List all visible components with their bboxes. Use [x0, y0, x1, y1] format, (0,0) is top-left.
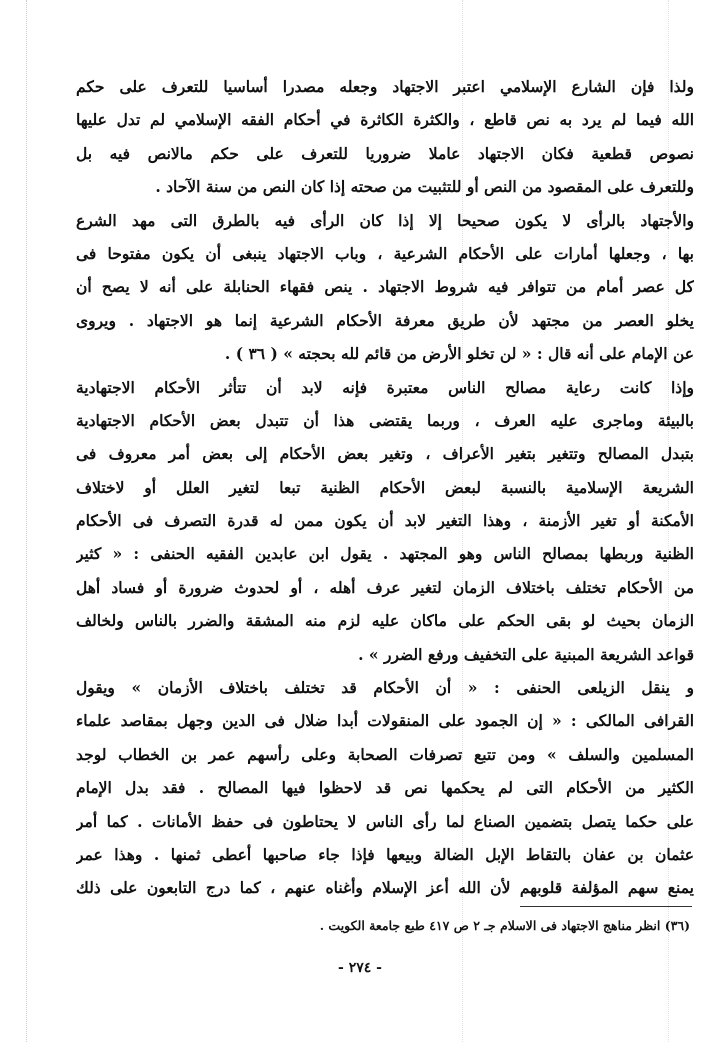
page-number: - ٢٧٤ - [338, 960, 382, 976]
text-line: يمنع سهم المؤلفة قلوبهم لأن الله أعز الإسلام وأغناه عنهم ، كما درج التابعون على ذلك [76, 878, 694, 898]
text-line: ولذا فإن الشارع الإسلامي اعتبر الاجتهاد وجعله مصدرا أساسيا للتعرف على حكم [76, 77, 694, 96]
text-line: بها ، وجعلها أمارات على الأحكام الشرعية ، وباب الاجتهاد ينبغى أن يكون مفتوحا فى [76, 243, 694, 263]
main-text-block [76, 70, 694, 905]
text-line: الأمكنة أو تغير الأزمنة ، وهذا التغير لابد أن يكون ممن له قدرة التصرف فى الأحكام [76, 511, 694, 531]
text-line: يخلو العصر من مجتهد لأن طريق معرفة الأحكام الشرعية إنما هو الاجتهاد . ويروى [76, 310, 694, 330]
text-line: و ينقل الزيلعى الحنفى : « أن الأحكام قد تختلف باختلاف الأزمان » ويقول [76, 678, 694, 698]
text-line: عثمان بن عفان بالتقاط الإبل الضالة وبيعها فإذا جاء صاحبها أعطى ثمنها . وهذا عمر [76, 844, 694, 864]
text-line: الظنية وربطها بمصالح الناس وهو المجتهد . يقول ابن عابدين الفقيه الحنفى : « كثير [76, 544, 694, 564]
text-line: عن الإمام على أنه قال : « لن تخلو الأرض من قائم لله بحجته » ( ٣٦ ) . [224, 344, 694, 364]
text-line: الكثير من الأحكام التى لم يحكمها نص قد لاحظوا فيها المصالح . فقد بدل الإمام [76, 778, 694, 798]
text-line: الزمان بحيث لو بقى الحكم على ماكان عليه لزم منه المشقة والضرر بالناس ولخالف [76, 611, 694, 631]
text-line: على حكما يتصل بتضمين الصناع لما رأى الناس لا يحتاطون فى حفظ الأمانات . كما أمر [76, 811, 694, 831]
text-line: من الأحكام تختلف باختلاف الزمان لتغير عرف أهله ، أو لحدوث ضرورة أو فساد أهل [76, 577, 694, 597]
text-line: الشريعة الإسلامية بالنسبة لبعض الأحكام الظنية تبعا لتغير العلل أو لاختلاف [76, 477, 694, 497]
text-line: الله فيما لم يرد به نص قاطع ، والكثرة الكاثرة في أحكام الفقه الإسلامي لم تدل عليها [76, 110, 694, 130]
text-line: المسلمين والسلف » ومن تتبع تصرفات الصحابة وعلى رأسهم عمر بن الخطاب لوجد [76, 744, 694, 764]
text-line: والأجتهاد بالرأى لا يكون صحيحا إلا إذا كان الرأى فيه بالطرق التى مهد الشرع [76, 210, 694, 230]
text-line: القرافى المالكى : « إن الجمود على المنقولات أبدا ضلال فى الدين وجهل بمقاصد علماء [76, 711, 694, 731]
footnote: (٣٦) انظر مناهج الاجتهاد فى الاسلام جـ ٢ ص ٤١٧ طبع جامعة الكويت . [319, 918, 690, 933]
text-line: بالبيئة وماجرى عليه العرف ، وربما يقتضى هذا أن تتبدل بعض الأحكام الاجتهادية [76, 410, 694, 430]
text-line: نصوص قطعية فكان الاجتهاد عاملا ضروريا للتعرف على حكم مالانص فيه بل [76, 143, 694, 163]
text-line: قواعد الشريعة المبنية على التخفيف ورفع الضرر » . [358, 644, 694, 664]
scan-artifact-line [26, 0, 27, 1042]
text-line: وللتعرف على المقصود من النص أو للتثبيت من صحته إذا كان النص من سنة الآحاد . [155, 177, 694, 197]
text-line: كل عصر أمام من تتوافر فيه شروط الاجتهاد . ينص فقهاء الحنابلة على أنه لا يصح أن [76, 277, 694, 297]
footnote-divider [520, 906, 692, 907]
text-line: وإذا كانت رعاية مصالح الناس معتبرة فإنه لابد أن تتأثر الأحكام الاجتهادية [76, 377, 694, 397]
text-line: بتبدل المصالح وتتغير بتغير الأعراف ، وتغير بعض الأحكام إلى بعض أمر معروف فى [76, 444, 694, 464]
